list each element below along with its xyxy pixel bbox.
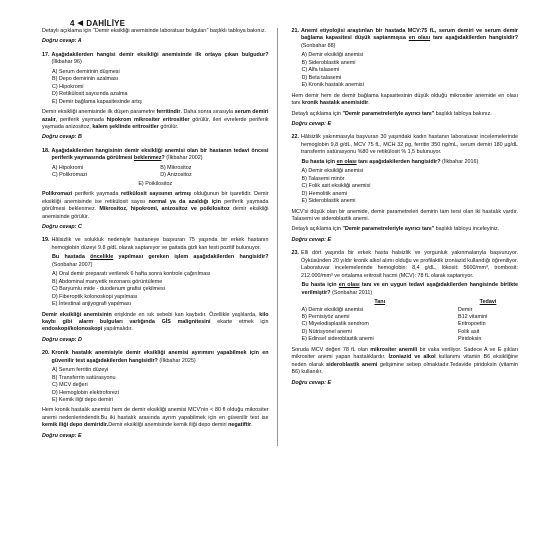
answer-20: Doğru cevap: E xyxy=(42,432,82,439)
answer-22: Doğru cevap: E xyxy=(291,236,332,243)
explanation-22b: Detaylı açıklama için "Demir parametreleriyle ayırıcı tanı" başlıklı tabloyu inceleyiniz. xyxy=(291,226,500,233)
option-tedavi: Folik asit xyxy=(458,328,480,335)
question-19: 19. Hâlsizlik ve solukluk nedeniyle hastaneye başvuran 75 yaşında bir erkek hastanın hemoglobin düzeyi 9.8 g/dL olarak saptanıyor ve gaitada gizli kan testi pozitif bulunuyor. xyxy=(42,237,269,251)
section-title: DAHİLİYE xyxy=(86,19,126,28)
option: C) Polikromazi xyxy=(52,172,88,179)
header-tani: Tanı xyxy=(374,299,386,306)
answer-19: Doğru cevap: D xyxy=(42,336,82,343)
option: A) Oral demir preparatı verilerek 6 hafta sonra kontrole çağırılması xyxy=(52,271,211,278)
explanation-19: Demir eksikliği anemisinin erişkinde en sık sebebi kan kaybıdır. Özellikle yaşlılarda, kilo kaybı gibi alarm bulguları varlığında GİS malignitesini ekarte etmek için endoskopi/kolonoskopi yapılmalıdır. xyxy=(42,311,269,333)
question-18: 18. Aşağıdakilerden hangisinin demir eksikliği anemisi olan bir hastanın tedavi öncesi periferik yaymasında görülmesi beklenmez? (İlkbahar 2002) xyxy=(42,147,269,162)
option: E) Kronik hastalık anemisi xyxy=(301,82,364,89)
option: C) Folik asit eksikliği anemisi xyxy=(301,183,371,190)
options-19 xyxy=(52,271,269,308)
option: C) MCV değeri xyxy=(52,382,88,389)
option: B) Talasemi minör xyxy=(301,175,345,182)
arrow-left-icon: ◀ xyxy=(77,19,84,27)
option-tedavi: Piridoksin xyxy=(458,336,482,343)
options-21 xyxy=(302,52,519,89)
answer-17: Doğru cevap: B xyxy=(42,134,82,141)
question-21: 21. Anemi etiyolojisi araştırılan bir hastada MCV:75 fL, serum demiri ve serum demir bağlama kapasitesi düşük saptanmışsa en olası tanı aşağıdakilerden hangisidir? (Sonbahar 88) xyxy=(291,28,518,49)
header-tedavi: Tedavi xyxy=(479,299,497,306)
option-tedavi: B12 vitamini xyxy=(458,313,488,320)
option: E) Kemik iliği depo demiri xyxy=(52,397,113,404)
option: E) Poikilositoz xyxy=(138,180,173,187)
option-tani: E) Edinsel sideroblastik anemi xyxy=(301,336,374,343)
explanation-20: Hem kronik hastalık anemisi hem de demir eksikliği anemisi MCV'nin < 80 fl olduğu mikrositer anemi nedenlerindendir.Bu iki hastalık arasında ayrım yapabilmek için en güvenilir test ise kemik iliği depo demiridir.Demir eksikliği anemisinde kemik iliği depo demiri negatiftir. xyxy=(42,407,269,429)
option-tedavi: Eritropoetin xyxy=(458,321,486,328)
option: A) Demir eksikliği anemisi xyxy=(301,52,364,59)
option: D) Retikülosit sayısında azalma xyxy=(52,91,128,98)
option: A) Serum ferritin düzeyi xyxy=(52,367,109,374)
explanation-21: Hem demir hem de demir bağlama kapasitesinin düşük olduğu mikrositer anemide en olası tanı kronik hastalık anemisidir. xyxy=(291,92,518,107)
answer-18: Doğru cevap: C xyxy=(42,223,82,230)
question-23-prompt: Bu hasta için en olası tanı ve en uygun tedavi aşağıdakilerden hangisinde birlikte verilmiştir? (Sonbahar 2011) xyxy=(301,282,518,296)
option: C) Hipokromi xyxy=(52,83,84,90)
explanation-21b: Detaylı açıklama için "Demir parametreleriyle ayırıcı tanı" başlıklı tabloya bakınız. xyxy=(291,110,492,117)
question-22-prompt: Bu hasta için en olası tanı aşağıdakilerden hangisidir? (İlkbahar 2016) xyxy=(301,158,479,165)
option: C) Baryumlu mide - duodenum grafisi çekilmesi xyxy=(52,286,165,293)
page-header xyxy=(70,18,125,29)
option: D) Fiberoptik kolonoskopi yapılması xyxy=(52,293,138,300)
option: B) Sideroblastik anemi xyxy=(301,59,356,66)
left-column xyxy=(42,28,278,446)
option: D) Hemoglobin elektroforezi xyxy=(52,389,119,396)
option-tedavi: Demir xyxy=(458,306,473,313)
answer-23: Doğru cevap: E xyxy=(291,379,332,386)
right-column xyxy=(290,28,519,446)
options-23-table xyxy=(302,299,519,344)
question-20: 20. Kronik hastalık anemisiyle demir eksikliği anemisi ayırımını yapabilmek için en güvenilir test aşağıdakilerden hangisidir? (İlkbahar 2025) xyxy=(42,350,269,364)
option: E) İntestinal anjiyografi yapılması xyxy=(52,301,132,308)
option: C) Alfa talasemi xyxy=(301,67,340,74)
explanation-23: Soruda MCV değeri 78 fL olan mikrositer anemili bir vaka veriliyor. Sadece A ve E şıkları mikrositer anemi yapan hastalıklardır. İzoniazid ve alkol kullanımı vitamin B6 eksikliğine neden olarak sideroblastik anemi gelişimine sebep olmaktadır.Tedavide piridoksin (vitamin B6) kullanılır. xyxy=(291,346,518,376)
options-18 xyxy=(52,165,269,180)
explanation-18: Polikromazi periferik yaymada retikülosit sayısının artmış olduğunun bir işaretidir. Demir eksikliği anemisinde ise retikülosit sayısı normal ya da azaldığı için periferik yaymada görülmesi beklenmez. Mikrositoz, hipokromi, anizositoz ve poikilositoz demir eksikliği anemisinde görülür. xyxy=(42,191,269,220)
option: B) Transferrin satürasyonu xyxy=(52,374,116,381)
page-number: 4 xyxy=(70,19,75,28)
option: E) Sideroblastik anemi xyxy=(301,198,356,205)
question-19-prompt: Bu hastada öncelikle yapılması gereken işlem aşağıdakilerden hangisidir? (Sonbahar 2007) xyxy=(52,254,269,268)
option: B) Mikrositoz xyxy=(160,164,192,171)
answer-16: Doğru cevap: A xyxy=(42,38,82,45)
option: D) Beta talasemi xyxy=(301,74,342,81)
intro-text: Detaylı açıklama için "Demir eksikliği anemisinde laboratuar bulguları" başlıklı tabloya bakınız. xyxy=(42,28,267,34)
option-tani: B) Pernisiyöz anemi xyxy=(301,313,350,320)
options-20 xyxy=(52,367,269,404)
answer-21: Doğru cevap: E xyxy=(291,120,332,127)
option: B) Abdominal manyetik rezonans görüntüleme xyxy=(52,278,163,285)
explanation-22: MCV'si düşük olan bir anemide, demir parametreleri demirin tam tersi olan iki hastalık vardır. Talasemi ve sideroblastik anemi. xyxy=(291,208,518,222)
option: D) Anizositoz xyxy=(160,172,192,179)
option: A) Serum demirinin düşmesi xyxy=(52,68,120,75)
option: B) Depo demirinin azalması xyxy=(52,76,119,83)
question-17: 17. Aşağıdakilerden hangisi demir eksikliği anemisinde ilk ortaya çıkan bulgudur? (İlkbahar 96) xyxy=(42,51,269,66)
option: A) Hipokromi xyxy=(52,164,84,171)
option-tani: A) Demir eksikliği anemisi xyxy=(301,306,364,313)
question-23: 23. Elli dört yaşında bir erkek hasta halsizlik ve yorgunluk yakınmalarıyla başvuruyor. Öyküsünden 20 yıldır kronik alkol alımı olduğu ve profilaktik izoniazid kullandığı öğreniliyor. Laboratuvar incelemelerinde hemoglobin: 8,4 g/dL, lökosit: 5600/mm³, trombosit: 212.000/mm³ ve ortalama eritrosit hacmi (MCV): 78 fL olarak saptanıyor. xyxy=(291,250,518,279)
option: D) Hemolitik anemi xyxy=(301,190,348,197)
option-tani: C) Miyelodisplastik sendrom xyxy=(301,321,369,328)
options-17 xyxy=(52,69,269,106)
question-22: 22. Hâlsizlik yakınmasıyla başvuran 30 yaşındaki kadın hastanın laboratuvar incelemelerinde hemoglobin 9,8 g/dL, MCV 75 fL, MCH 32 pg, ferritin 350 ng/mL, serum demiri 180 µg/dL transferrin satürasyonu %80 ve retikülosit % 1,5 bulunuyor. xyxy=(291,134,518,156)
option: E) Demir bağlama kapasitesinde artış xyxy=(52,98,142,105)
option-tani: D) Nütrisyonel anemi xyxy=(301,328,352,335)
option: A) Demir eksikliği anemisi xyxy=(301,168,364,175)
options-22 xyxy=(302,168,519,205)
explanation-17: Demir eksikliği anemisinde ilk düşen parametre ferritindir. Daha sonra sırasıyla serum demiri azalır, periferik yaymada hipokrom mikrositer eritrositler görülür, ileri evrelerde periferik yaymada anizositoz, kalem şeklinde eritrositler görülür. xyxy=(42,109,269,130)
